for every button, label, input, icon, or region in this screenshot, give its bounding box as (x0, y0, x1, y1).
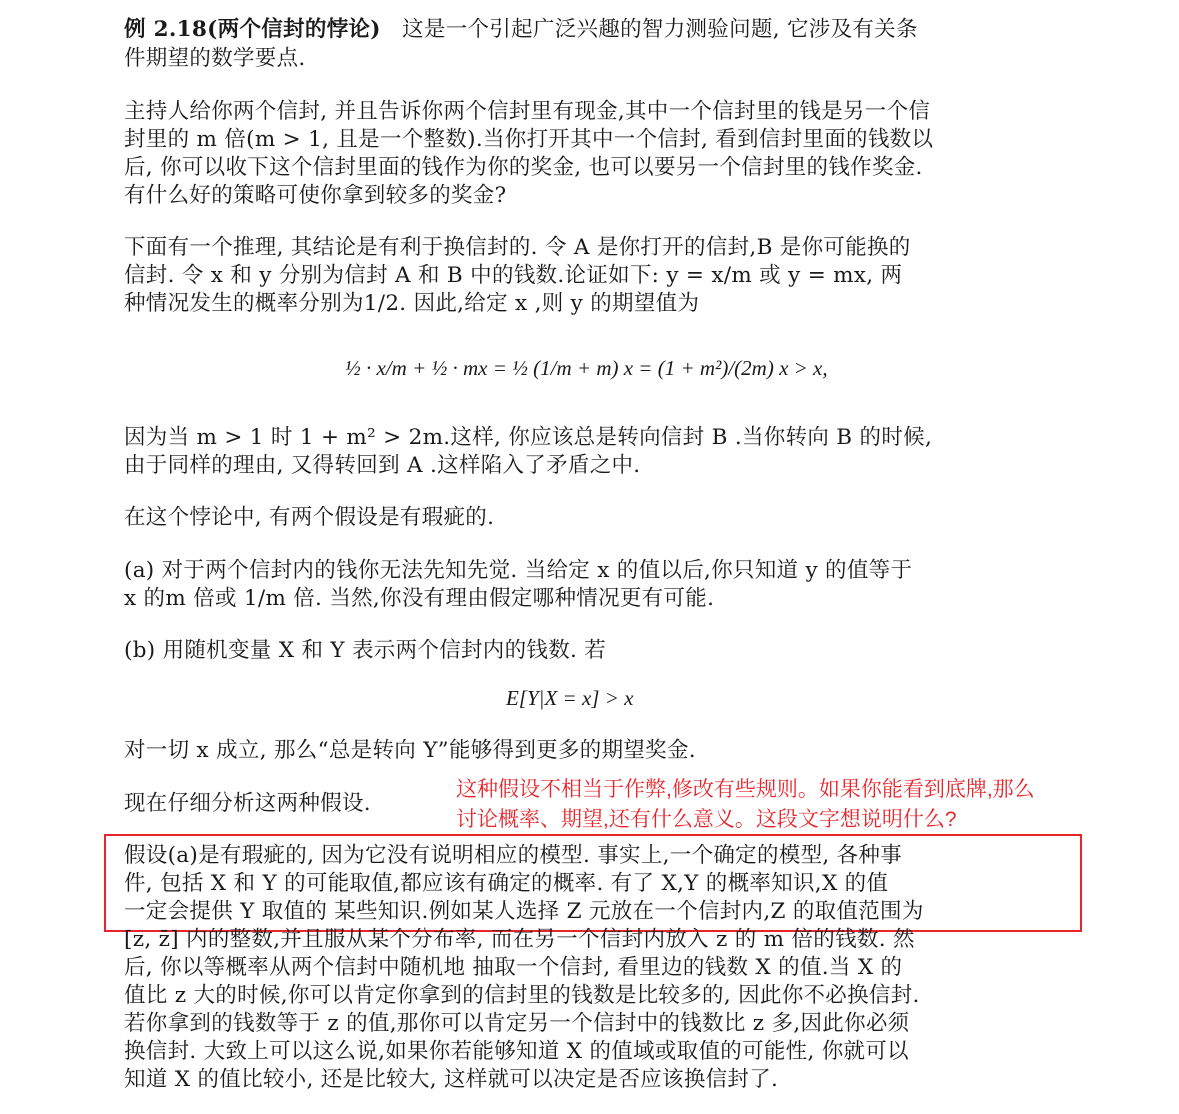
example-title: 例 2.18(两个信封的悖论) (124, 17, 381, 42)
para1-line-3: 后, 你可以收下这个信封里面的钱作为你的奖金, 也可以要另一个信封里的钱作奖金. (124, 155, 923, 180)
para1-line-1: 主持人给你两个信封, 并且告诉你两个信封里有现金,其中一个信封里的钱是另一个信 (124, 99, 931, 124)
annotation-line-2: 讨论概率、期望,还有什么意义。这段文字想说明什么? (456, 808, 957, 831)
para2-line-2: 信封. 令 x 和 y 分别为信封 A 和 B 中的钱数.论证如下: y = x/m 或 y = mx, 两 (124, 263, 903, 288)
para1-line-4: 有什么好的策略可使你拿到较多的奖金? (124, 183, 507, 208)
para7-line-7: 若你拿到的钱数等于 z 的值,那你可以肯定另一个信封中的钱数比 z 多,因此你必须 (124, 1011, 910, 1036)
conditional-expectation-equation: E[Y|X = x] > x (506, 686, 634, 710)
para7-line-8: 换信封. 大致上可以这么说,如果你若能够知道 X 的值域或取值的可能性, 你就可以 (124, 1039, 909, 1064)
expectation-equation: ½ · x/m + ½ · mx = ½ (1/m + m) x = (1 + m²)/(2m) x > x, (345, 356, 828, 380)
para-a-line-1: (a) 对于两个信封内的钱你无法先知先觉. 当给定 x 的值以后,你只知道 y 的值等于 (124, 558, 913, 583)
para2-line-3: 种情况发生的概率分别为1/2. 因此,给定 x ,则 y 的期望值为 (124, 291, 700, 316)
intro-line-2: 件期望的数学要点. (124, 46, 306, 71)
annotation-line-1: 这种假设不相当于作弊,修改有些规则。如果你能看到底牌,那么 (456, 778, 1035, 801)
example-heading (124, 16, 918, 44)
para7-line-5: 后, 你以等概率从两个信封中随机地 抽取一个信封, 看里边的钱数 X 的值.当 X 的 (124, 955, 903, 980)
para4: 在这个悖论中, 有两个假设是有瑕疵的. (124, 505, 495, 530)
para7-line-3: 一定会提供 Y 取值的 某些知识.例如某人选择 Z 元放在一个信封内,Z 的取值范围为 (124, 899, 924, 924)
intro-line-1: 这是一个引起广泛兴趣的智力测验问题, 它涉及有关条 (402, 17, 918, 42)
para5: 对一切 x 成立, 那么“总是转向 Y”能够得到更多的期望奖金. (124, 738, 696, 763)
para3-line-1: 因为当 m > 1 时 1 + m² > 2m.这样, 你应该总是转向信封 B .当你转向 B 的时候, (124, 425, 933, 450)
para1-line-2: 封里的 m 倍(m > 1, 且是一个整数).当你打开其中一个信封, 看到信封里面的钱数以 (124, 127, 934, 152)
para7-line-1: 假设(a)是有瑕疵的, 因为它没有说明相应的模型. 事实上,一个确定的模型, 各种事 (124, 843, 903, 868)
para7-line-4: [z, z̄] 内的整数,并且服从某个分布率, 而在另一个信封内放入 z 的 m 倍的钱数. 然 (124, 927, 915, 952)
para3-line-2: 由于同样的理由, 又得转回到 A .这样陷入了矛盾之中. (124, 453, 641, 478)
para7-line-9: 知道 X 的值比较小, 还是比较大, 这样就可以决定是否应该换信封了. (124, 1067, 779, 1092)
para7-line-6: 值比 z 大的时候,你可以肯定你拿到的信封里的钱数是比较多的, 因此你不必换信封. (124, 983, 920, 1008)
para6: 现在仔细分析这两种假设. (124, 791, 371, 816)
para2-line-1: 下面有一个推理, 其结论是有利于换信封的. 令 A 是你打开的信封,B 是你可能换的 (124, 235, 911, 260)
para7-line-2: 件, 包括 X 和 Y 的可能取值,都应该有确定的概率. 有了 X,Y 的概率知识,X 的值 (124, 871, 889, 896)
para-a-line-2: x 的m 倍或 1/m 倍. 当然,你没有理由假定哪种情况更有可能. (124, 586, 715, 611)
para-b: (b) 用随机变量 X 和 Y 表示两个信封内的钱数. 若 (124, 638, 607, 663)
